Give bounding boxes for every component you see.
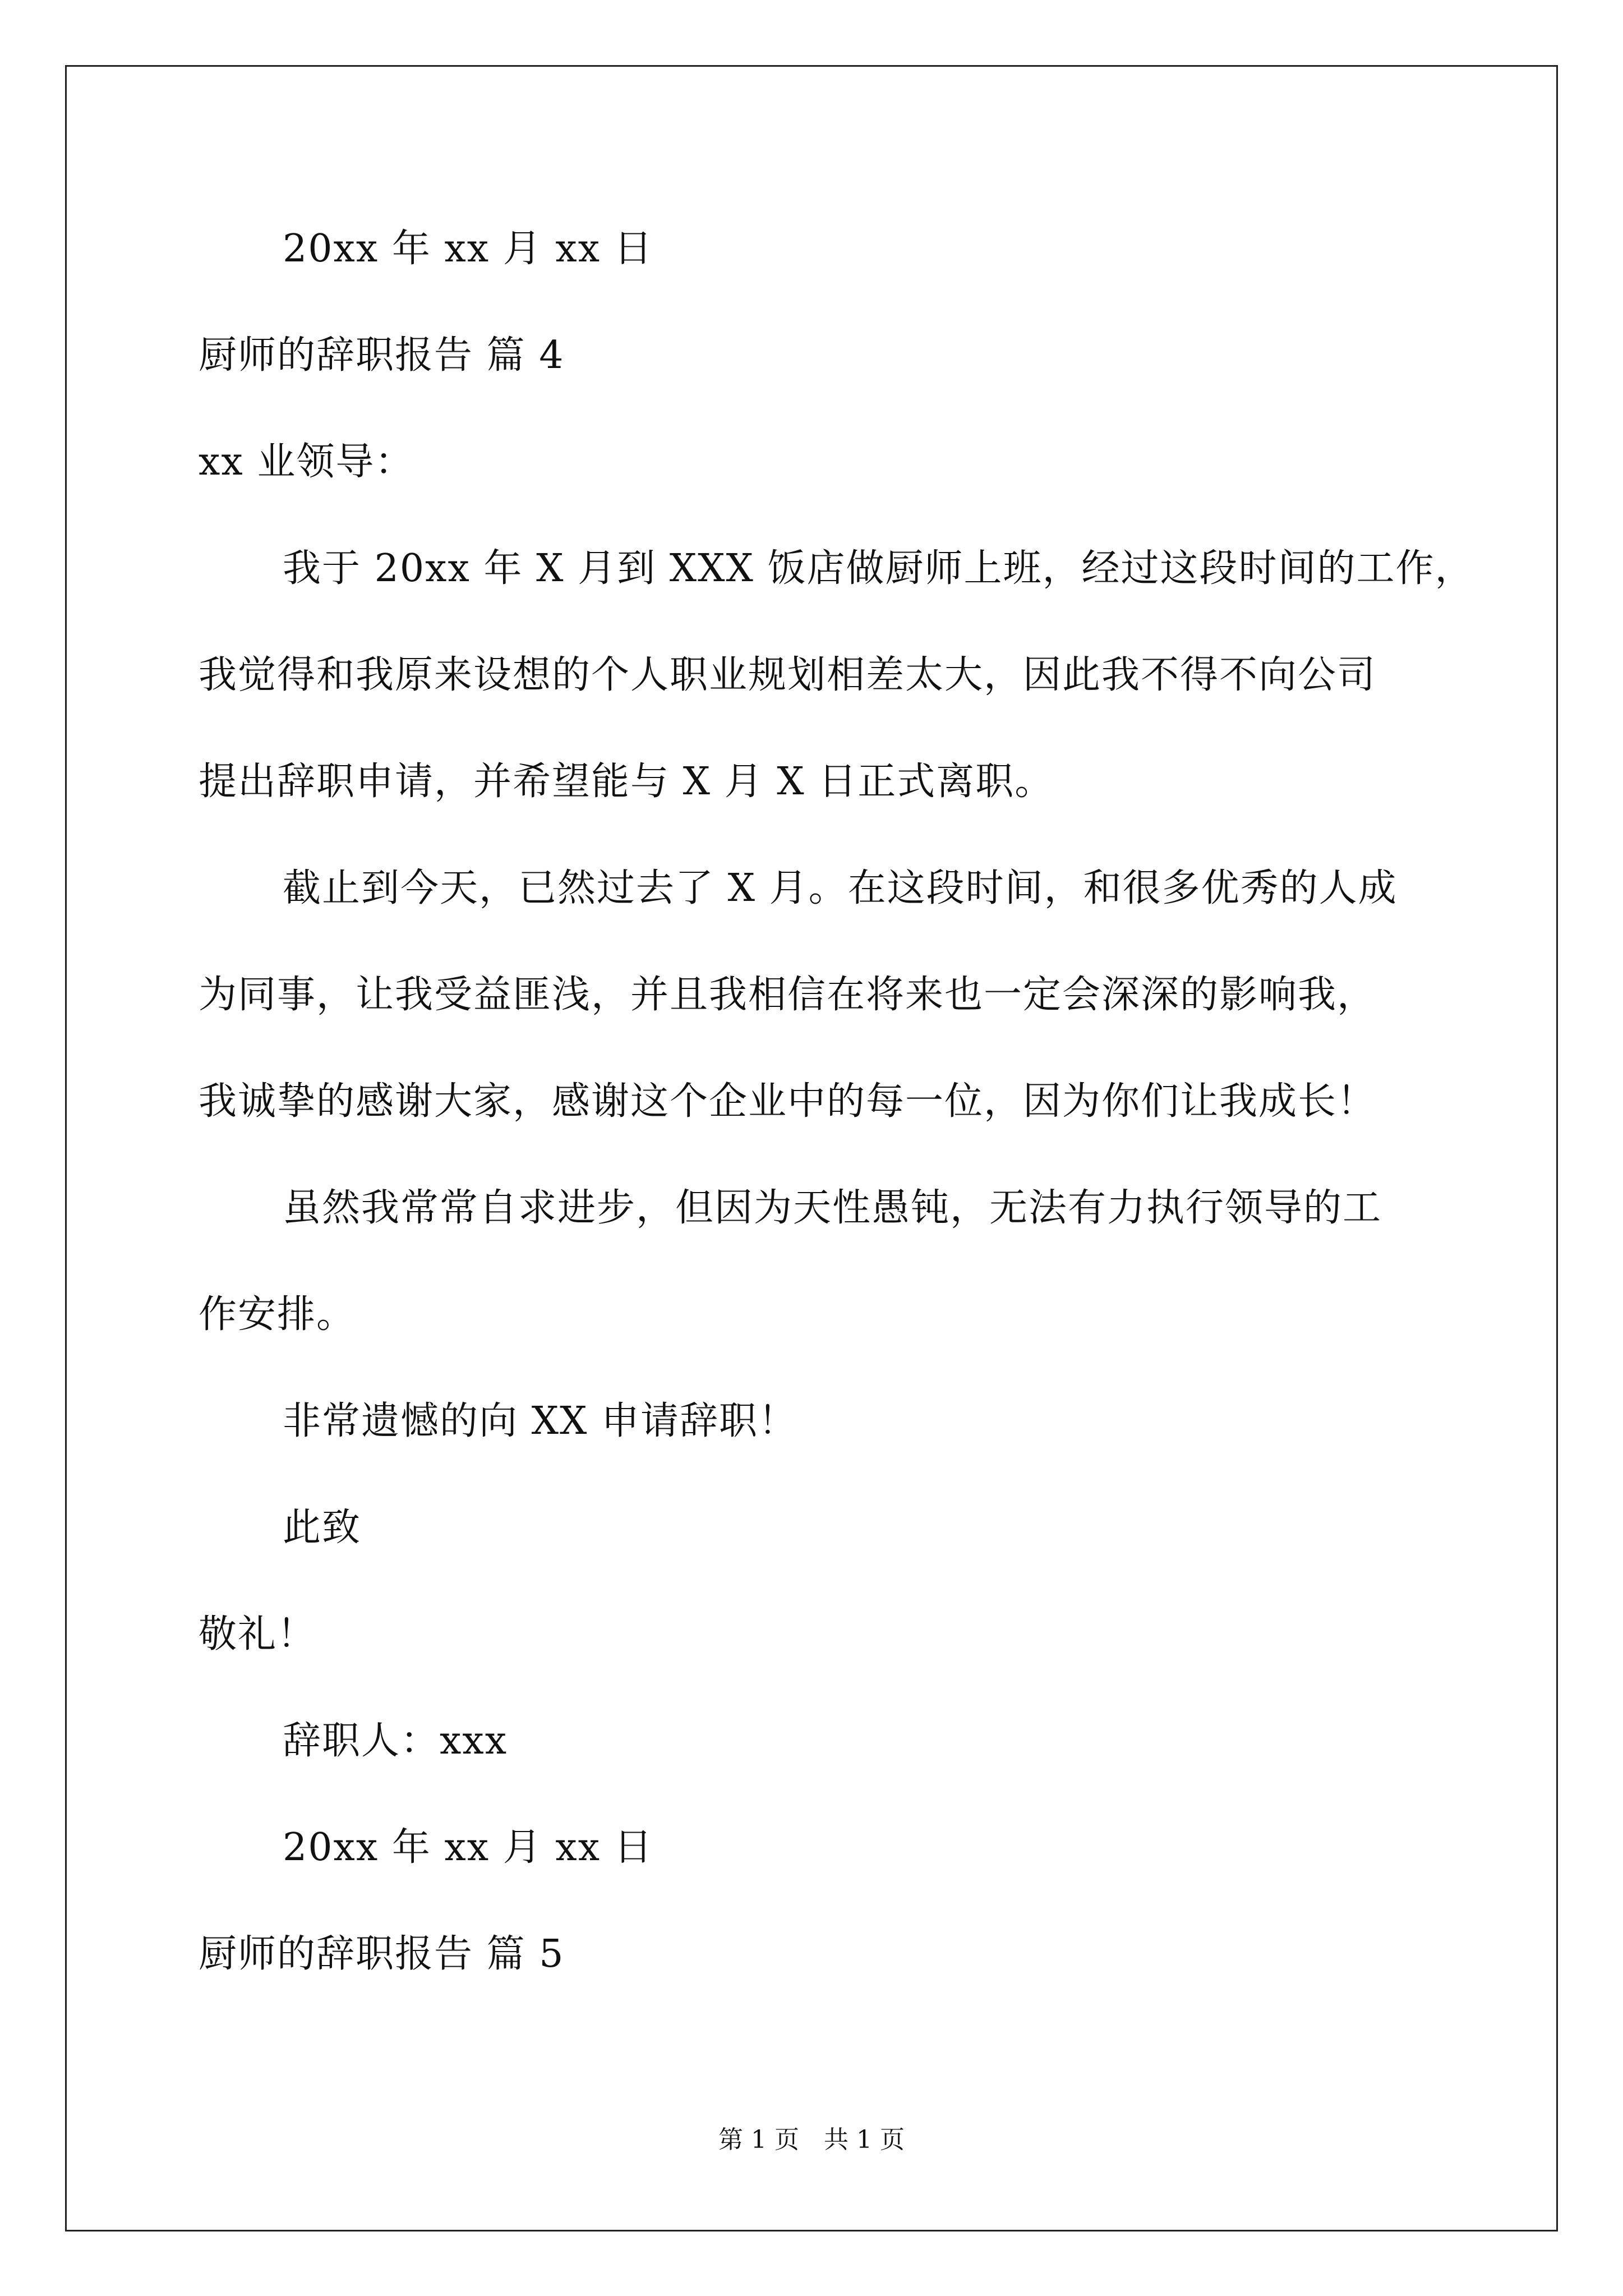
date-bottom: 20xx 年 xx 月 xx 日 <box>283 1825 653 1870</box>
page-border <box>65 65 1558 2231</box>
paragraph-1-line-1: 我于 20xx 年 X 月到 XXX 饭店做厨师上班，经过这段时间的工作， <box>283 546 1474 591</box>
paragraph-4: 非常遗憾的向 XX 申请辞职！ <box>283 1399 798 1443</box>
closing-cizhi: 此致 <box>283 1506 362 1550</box>
salutation: xx 业领导： <box>199 440 414 484</box>
heading-5: 厨师的辞职报告 篇 5 <box>199 1932 565 1976</box>
page-footer: 第 1 页 共 1 页 <box>718 2125 905 2154</box>
closing-jingli: 敬礼！ <box>199 1612 317 1657</box>
date-top: 20xx 年 xx 月 xx 日 <box>283 227 653 271</box>
paragraph-3-line-2: 作安排。 <box>199 1292 356 1337</box>
paragraph-3-line-1: 虽然我常常自求进步，但因为天性愚钝，无法有力执行领导的工 <box>283 1186 1382 1230</box>
paragraph-1-line-3: 提出辞职申请，并希望能与 X 月 X 日正式离职。 <box>199 760 1054 804</box>
paragraph-2-line-2: 为同事，让我受益匪浅，并且我相信在将来也一定会深深的影响我， <box>199 973 1377 1017</box>
heading-4: 厨师的辞职报告 篇 4 <box>199 333 565 378</box>
paragraph-1-line-2: 我觉得和我原来设想的个人职业规划相差太大，因此我不得不向公司 <box>199 653 1377 697</box>
signer: 辞职人：xxx <box>283 1719 508 1763</box>
paragraph-2-line-1: 截止到今天，已然过去了 X 月。在这段时间，和很多优秀的人成 <box>283 866 1398 910</box>
paragraph-2-line-3: 我诚挚的感谢大家，感谢这个企业中的每一位，因为你们让我成长！ <box>199 1079 1377 1124</box>
